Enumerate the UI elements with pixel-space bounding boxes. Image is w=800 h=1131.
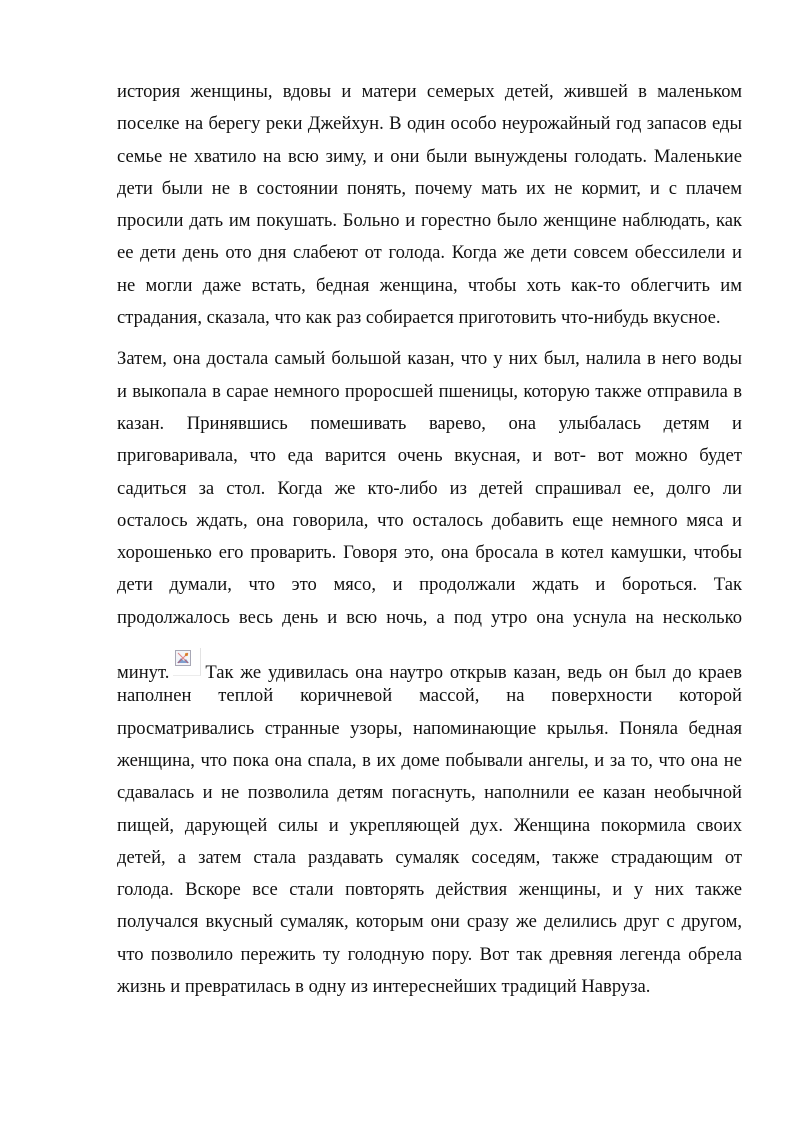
- text-line: не могли даже встать, бедная женщина, чтобы хоть как-то облегчить им: [117, 274, 742, 296]
- text-line: продолжалось весь день и всю ночь, а под утро она уснула на несколько: [117, 606, 742, 628]
- text-line: дети думали, что это мясо, и продолжали ждать и бороться. Так: [117, 574, 742, 596]
- text-line: что позволило пережить ту голодную пору. Вот так древняя легенда обрела: [117, 943, 742, 965]
- text-line: Затем, она достала самый большой казан, что у них был, налила в него воды: [117, 348, 742, 370]
- text-line: страдания, сказала, что как раз собирается приготовить что-нибудь вкусное.: [117, 307, 721, 329]
- text-line-with-image: [117, 648, 742, 684]
- text-line: детей, а затем стала раздавать сумаляк соседям, также страдающим от: [117, 846, 742, 868]
- document-body: [117, 76, 742, 1003]
- text-line: и выкопала в сарае немного проросшей пшеницы, которую также отправила в: [117, 380, 742, 402]
- text-line: история женщины, вдовы и матери семерых детей, жившей в маленьком: [117, 81, 742, 102]
- paragraph-2: [117, 343, 742, 1003]
- paragraph-1: [117, 76, 742, 334]
- text-line: наполнен теплой коричневой массой, на поверхности которой: [117, 685, 742, 707]
- text-line: голода. Вскоре все стали повторять действия женщины, и у них также: [117, 879, 742, 901]
- text-line: просматривались странные узоры, напоминающие крылья. Поняла бедная: [117, 717, 742, 739]
- text-line: получался вкусный сумаляк, которым они сразу же делились друг с другом,: [117, 911, 742, 933]
- text-line: осталось ждать, она говорила, что осталось добавить еще немного мяса и: [117, 509, 742, 531]
- text-fragment: Так же удивилась она наутро открыв казан, ведь он был до краев: [205, 662, 742, 684]
- text-line: приговаривала, что еда варится очень вкусная, и вот- вот можно будет: [117, 445, 742, 467]
- text-line: пищей, дарующей силы и укрепляющей дух. Женщина покормила своих: [117, 814, 742, 836]
- text-line: семье не хватило на всю зиму, и они были вынуждены голодать. Маленькие: [117, 145, 742, 167]
- text-line: поселке на берегу реки Джейхун. В один особо неурожайный год запасов еды: [117, 113, 742, 135]
- broken-image-icon[interactable]: [173, 648, 201, 676]
- text-line: дети были не в состоянии понять, почему мать их не кормит, и с плачем: [117, 177, 742, 199]
- text-line: хорошенько его проварить. Говоря это, она бросала в котел камушки, чтобы: [117, 542, 742, 564]
- text-line: казан. Принявшись помешивать варево, она улыбалась детям и: [117, 412, 742, 434]
- text-line: садиться за стол. Когда же кто-либо из детей спрашивал ее, долго ли: [117, 477, 742, 499]
- text-line: сдавалась и не позволила детям погаснуть, наполнили ее казан необычной: [117, 782, 742, 804]
- text-fragment: минут.: [117, 662, 170, 684]
- text-line: ее дети день ото дня слабеют от голода. Когда же дети совсем обессилели и: [117, 242, 742, 264]
- text-line: женщина, что пока она спала, в их доме побывали ангелы, и за то, что она не: [117, 749, 742, 771]
- text-line: жизнь и превратилась в одну из интереснейших традиций Навруза.: [117, 976, 651, 998]
- text-line: просили дать им покушать. Больно и горестно было женщине наблюдать, как: [117, 210, 742, 232]
